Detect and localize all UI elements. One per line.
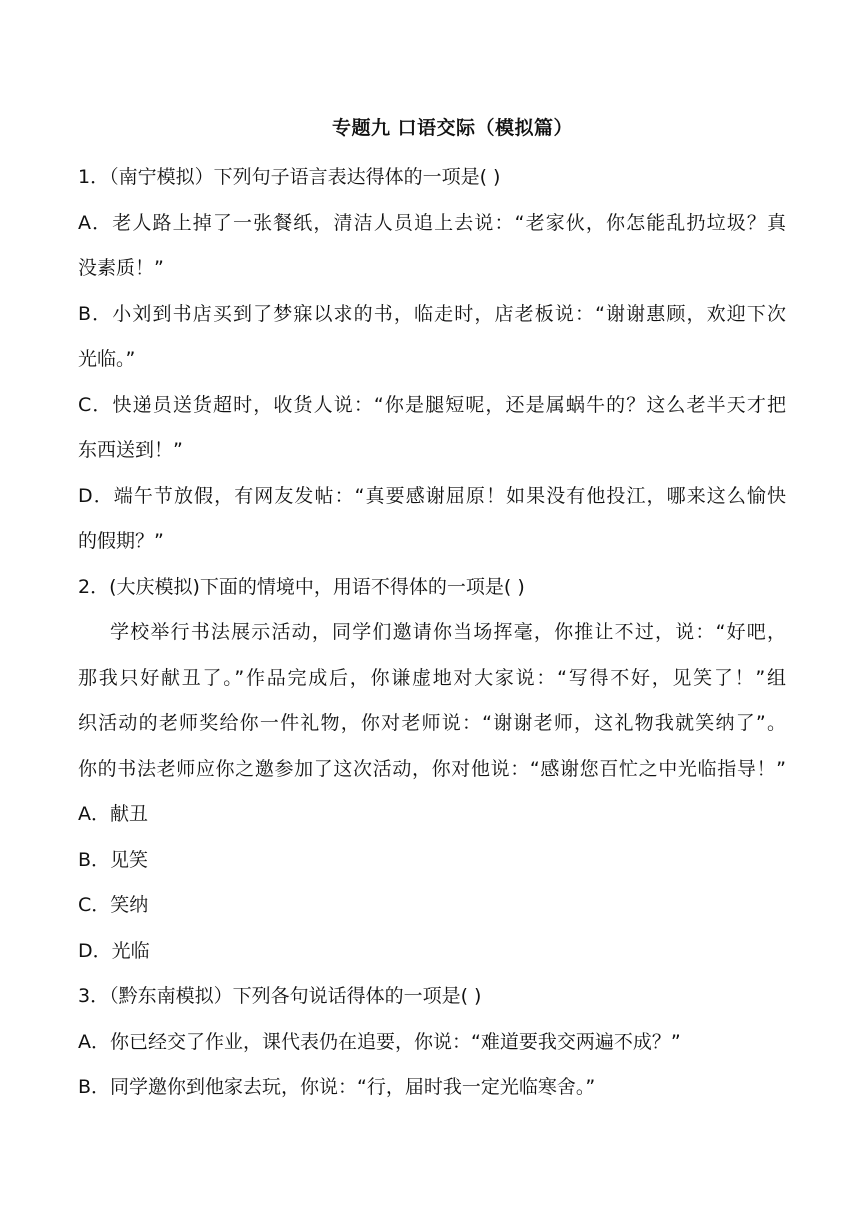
document-body [78, 155, 786, 1111]
question-2-passage-line2: 那我只好献丑了。”作品完成后，你谦虚地对大家说：“写得不好，见笑了！”组 [78, 666, 786, 689]
question-1-option-c-line2: 东西送到！” [78, 439, 183, 461]
question-1-stem: 1．（南宁模拟）下列句子语言表达得体的一项是( ) [78, 166, 501, 188]
question-1-option-d-line2: 的假期？” [78, 530, 164, 552]
question-2-option-a: A．献丑 [78, 803, 148, 825]
question-1-option-c-line1: C．快递员送货超时，收货人说：“你是腿短呢，还是属蜗牛的？这么老半天才把 [78, 393, 786, 416]
question-2-passage-line1: 学校举行书法展示活动，同学们邀请你当场挥毫，你推让不过，说：“好吧， [110, 621, 786, 643]
question-2-option-b: B．见笑 [78, 848, 149, 871]
question-3-stem: 3．（黔东南模拟）下列各句说话得体的一项是( ) [78, 985, 482, 1007]
question-2-passage-line4: 你的书法老师应你之邀参加了这次活动，你对他说：“感谢您百忙之中光临指导！” [78, 757, 786, 780]
question-2-passage-line3: 织活动的老师奖给你一件礼物，你对老师说：“谢谢老师，这礼物我就笑纳了”。 [78, 712, 786, 734]
question-1-option-a-line1: A．老人路上掉了一张餐纸，清洁人员追上去说：“老家伙，你怎能乱扔垃圾？真 [78, 211, 786, 234]
question-1-option-a-line2: 没素质！” [78, 257, 164, 279]
question-3-option-b: B．同学邀你到他家去玩，你说：“行，届时我一定光临寒舍。” [78, 1076, 596, 1098]
question-2-stem: 2．(大庆模拟)下面的情境中，用语不得体的一项是( ) [78, 575, 525, 598]
question-3-option-a: A．你已经交了作业，课代表仍在追要，你说：“难道要我交两遍不成？” [78, 1030, 681, 1053]
page-title: 专题九 口语交际（模拟篇） [331, 117, 574, 139]
question-2-option-d: D．光临 [78, 939, 150, 962]
question-1-option-d-line1: D．端午节放假，有网友发帖：“真要感谢屈原！如果没有他投江，哪来这么愉快 [78, 484, 786, 507]
question-1-option-b-line1: B．小刘到书店买到了梦寐以求的书，临走时，店老板说：“谢谢惠顾，欢迎下次 [78, 302, 786, 325]
question-2-option-c: C．笑纳 [78, 894, 149, 916]
question-1-option-b-line2: 光临。” [78, 348, 136, 370]
